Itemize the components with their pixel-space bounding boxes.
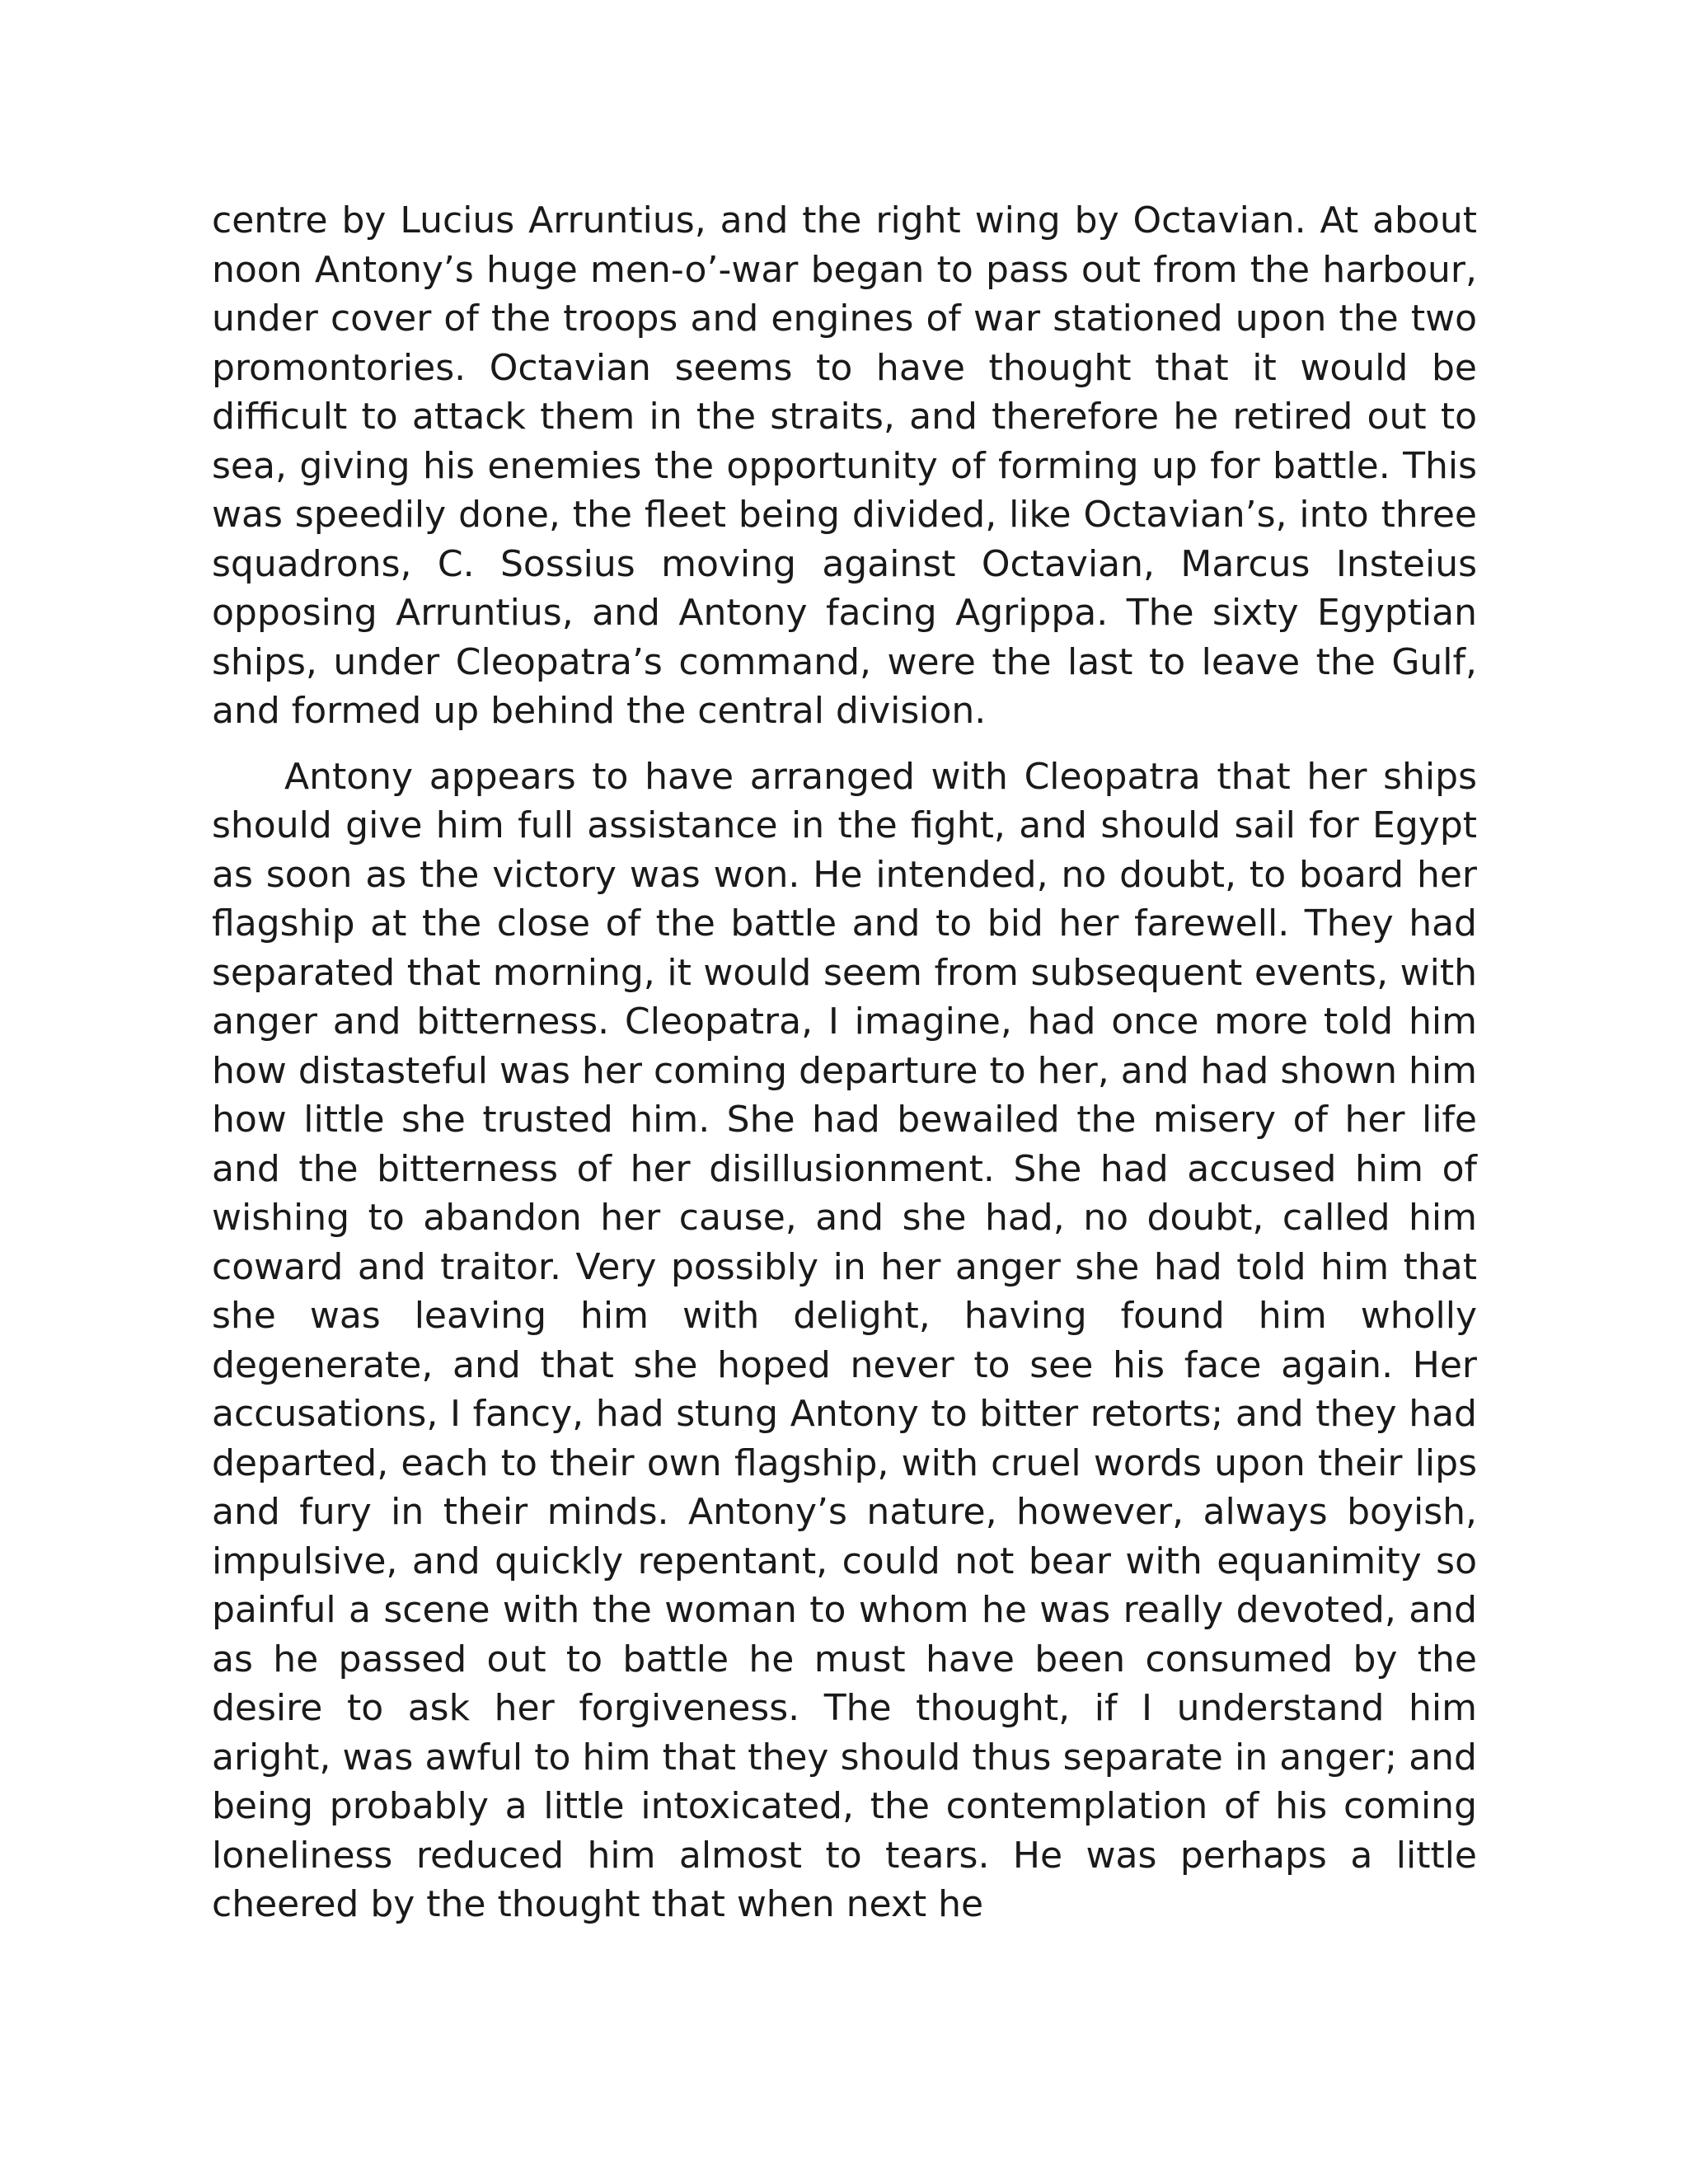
body-text bbox=[212, 196, 1477, 1929]
paragraph-antony-cleopatra: Antony appears to have arranged with Cleopatra that her ships should give him full assistance in the fight, and should sail for Egypt as soon as the victory was won. He intended, no doubt, to board her flagship at the close of the battle and to bid her farewell. They had separated that morning, it would seem from subsequent events, with anger and bitterness. Cleopatra, I imagine, had once more told him how distasteful was her coming departure to her, and had shown him how little she trusted him. She had bewailed the misery of her life and the bitterness of her disillusionment. She had accused him of wishing to abandon her cause, and she had, no doubt, called him coward and traitor. Very possibly in her anger she had told him that she was leaving him with delight, having found him wholly degenerate, and that she hoped never to see his face again. Her accusations, I fancy, had stung Antony to bitter retorts; and they had departed, each to their own flagship, with cruel words upon their lips and fury in their minds. Antony’s nature, however, always boyish, impulsive, and quickly repentant, could not bear with equanimity so painful a scene with the woman to whom he was really devoted, and as he passed out to battle he must have been consumed by the desire to ask her forgiveness. The thought, if I understand him aright, was awful to him that they should thus separate in anger; and being probably a little intoxicated, the contemplation of his coming loneliness reduced him almost to tears. He was perhaps a little cheered by the thought that when next he bbox=[212, 755, 1477, 1925]
paragraph-battle-formation: centre by Lucius Arruntius, and the right wing by Octavian. At about noon Antony’s huge men-o’-war began to pass out from the harbour, under cover of the troops and engines of war stationed upon the two promontories. Octavian seems to have thought that it would be difficult to attack them in the straits, and therefore he retired out to sea, giving his enemies the opportunity of forming up for battle. This was speedily done, the fleet being divided, like Octavian’s, into three squadrons, C. Sossius moving against Octavian, Marcus Insteius opposing Arruntius, and Antony facing Agrippa. The sixty Egyptian ships, under Cleopatra’s command, were the last to leave the Gulf, and formed up behind the central division. bbox=[212, 199, 1477, 732]
